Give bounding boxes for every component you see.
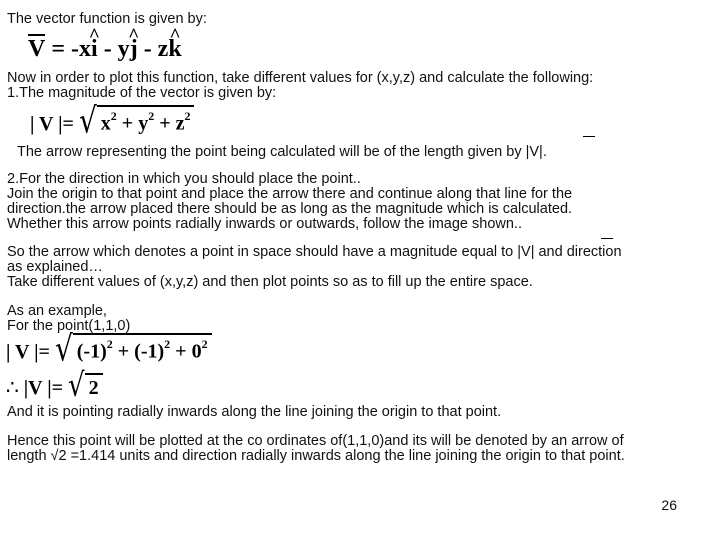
example-point: For the point(1,1,0) (7, 318, 131, 334)
magnitude-heading: 1.The magnitude of the vector is given by: (7, 85, 277, 101)
plot-conclusion-1: Hence this point will be plotted at the co ordinates of(1,1,0)and its will be denoted by an arrow of (7, 433, 624, 449)
example-magnitude-formula: | V |= √ $(-1)^2 + (-1)^2 + 0^2$ (6, 332, 212, 365)
unit-vector-i: ^ i (91, 36, 98, 63)
therefore-symbol: ∴ (6, 375, 19, 399)
example-result-formula: ∴ |V |= √ 2 (6, 371, 103, 401)
arrow-length-text: The arrow representing the point being calculated will be of the length given by |V|. (17, 144, 547, 160)
direction-text-2: direction.the arrow placed there should be as long as the magnitude which is calculated. (7, 201, 573, 217)
vector-v-symbol: V (28, 36, 46, 62)
overbar-mark (601, 238, 613, 239)
sqrt-symbol: √ (78, 99, 97, 142)
unit-vector-j: ^ j (130, 36, 138, 63)
summary-text-2: as explained… (7, 259, 103, 275)
magnitude-formula: | V |= √ $x^2 + y^2 + z^2$ (30, 104, 194, 137)
direction-heading: 2.For the direction in which you should place the point.. (7, 171, 361, 187)
summary-text-1: So the arrow which denotes a point in space should have a magnitude equal to |V| and direction (7, 244, 622, 260)
intro-text: The vector function is given by: (7, 11, 207, 27)
overbar-mark (583, 136, 595, 137)
direction-conclusion: And it is pointing radially inwards along the line joining the origin to that point. (7, 404, 502, 420)
plot-conclusion-2: length √2 =1.414 units and direction radially inwards along the line joining the origin to that point. (7, 448, 625, 464)
instruction-text: Now in order to plot this function, take different values for (x,y,z) and calculate the following: (7, 70, 594, 86)
vector-equation: V = -x^ i - y^ j - z^ k (28, 36, 182, 63)
direction-text-3: Whether this arrow points radially inwards or outwards, follow the image shown.. (7, 216, 522, 232)
page-number: 26 (661, 497, 677, 513)
direction-text-1: Join the origin to that point and place the arrow there and continue along that line for the (7, 186, 573, 202)
sqrt-symbol: √ (54, 327, 73, 370)
summary-text-3: Take different values of (x,y,z) and then plot points so as to fill up the entire space. (7, 274, 533, 290)
example-heading: As an example, (7, 303, 107, 319)
unit-vector-k: ^ k (168, 36, 181, 63)
sqrt-symbol: √ (68, 367, 85, 405)
